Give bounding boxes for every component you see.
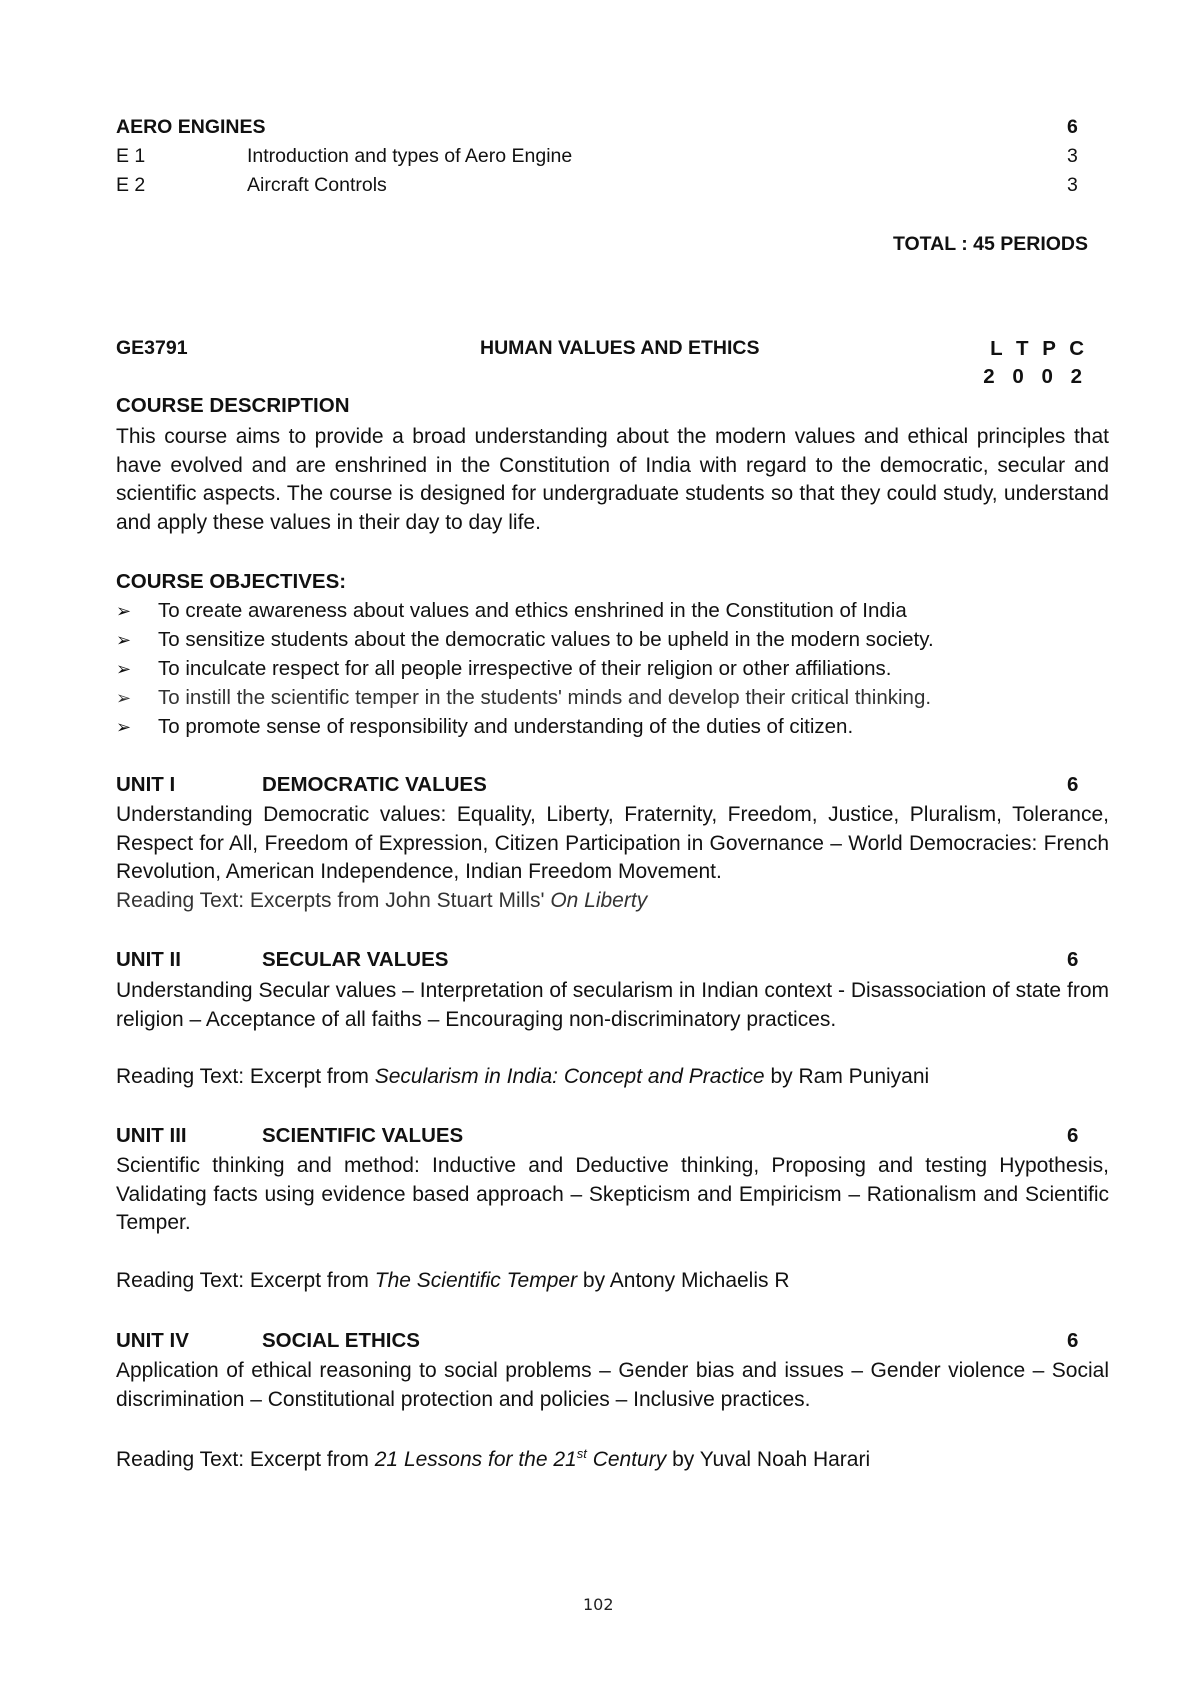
course-code: GE3791 — [116, 337, 188, 359]
list-item — [116, 715, 853, 739]
aero-row-code: E 1 — [116, 145, 146, 167]
unit-description: Understanding Secular values – Interpretation of secularism in Indian context - Disassociation of state from religion – Acceptance of all faiths – Encouraging non-discriminatory practices. — [116, 979, 1109, 1031]
course-description-text: This course aims to provide a broad understanding about the modern values and ethical principles that have evolved and are enshrined in the Constitution of India with regard to the democratic, secular and scientific aspects. The course is designed for undergraduate students so that they could study, understand and apply these values in their day to day life. — [116, 425, 1109, 534]
unit-label: UNIT I — [116, 773, 176, 796]
ltpc-label: L T P C — [990, 337, 1088, 360]
unit-description: Scientific thinking and method: Inductive and Deductive thinking, Proposing and testing Hypothesis, Validating facts using evidence based approach – Skepticism and Empiricism – Rationalism and Scientific Temper. — [116, 1154, 1109, 1234]
reading-title: Secularism in India: Concept and Practice — [374, 1065, 765, 1088]
reading-suffix: by Ram Puniyani — [770, 1065, 930, 1088]
unit-label: UNIT III — [116, 1124, 187, 1147]
unit-title: DEMOCRATIC VALUES — [262, 773, 487, 796]
unit-label: UNIT II — [116, 948, 181, 971]
reading-prefix: Reading Text: Excerpts from John Stuart Mills' — [116, 889, 545, 912]
aero-row-code: E 2 — [116, 174, 146, 196]
objective-text: To create awareness about values and ethics enshrined in the Constitution of India — [158, 599, 907, 622]
course-title: HUMAN VALUES AND ETHICS — [480, 337, 760, 359]
objective-text: To instill the scientific temper in the students' minds and develop their critical thinking. — [158, 686, 932, 709]
reading-suffix: by Antony Michaelis R — [582, 1269, 790, 1292]
arrow-bullet-icon: ➢ — [116, 688, 132, 708]
reading-text — [116, 1269, 790, 1293]
reading-suffix: by Yuval Noah Harari — [672, 1448, 871, 1471]
reading-title: The Scientific Temper — [374, 1269, 578, 1292]
unit-description: Application of ethical reasoning to social problems – Gender bias and issues – Gender violence – Social discrimination – Constitutional protection and policies – Inclusive practices. — [116, 1359, 1109, 1411]
reading-title-superscript: st — [576, 1446, 587, 1461]
aero-engines-title: AERO ENGINES — [116, 116, 266, 138]
aero-row-topic: Introduction and types of Aero Engine — [247, 145, 573, 167]
aero-row-topic: Aircraft Controls — [247, 174, 387, 196]
reading-prefix: Reading Text: Excerpt from — [116, 1448, 369, 1471]
arrow-bullet-icon: ➢ — [116, 601, 132, 621]
reading-text — [116, 1446, 870, 1472]
list-item — [116, 657, 891, 681]
page-number: 102 — [583, 1595, 614, 1614]
unit-hours: 6 — [1067, 1329, 1079, 1352]
reading-title — [375, 1448, 666, 1471]
unit-title: SOCIAL ETHICS — [262, 1329, 420, 1352]
unit-hours: 6 — [1067, 773, 1079, 796]
objective-text: To promote sense of responsibility and understanding of the duties of citizen. — [158, 715, 854, 738]
reading-prefix: Reading Text: Excerpt from — [116, 1269, 369, 1292]
reading-title-part: 21 Lessons for the 21 — [374, 1448, 577, 1471]
unit-title: SECULAR VALUES — [262, 948, 449, 971]
objective-text: To inculcate respect for all people irrespective of their religion or other affiliations. — [158, 657, 892, 680]
reading-text — [116, 1065, 929, 1089]
arrow-bullet-icon: ➢ — [116, 717, 132, 737]
aero-engines-hours: 6 — [1067, 116, 1078, 138]
course-objectives-heading: COURSE OBJECTIVES: — [116, 570, 347, 593]
reading-title: On Liberty — [550, 889, 648, 912]
arrow-bullet-icon: ➢ — [116, 630, 132, 650]
course-description-heading: COURSE DESCRIPTION — [116, 394, 350, 417]
reading-prefix: Reading Text: Excerpt from — [116, 1065, 369, 1088]
objective-text: To sensitize students about the democratic values to be upheld in the modern society. — [158, 628, 934, 651]
ltpc-values: 2 0 0 2 — [983, 365, 1088, 388]
reading-text — [116, 889, 647, 913]
total-periods: TOTAL : 45 PERIODS — [892, 233, 1088, 255]
unit-description: Understanding Democratic values: Equality, Liberty, Fraternity, Freedom, Justice, Pluralism, Tolerance, Respect for All, Freedom of Expression, Citizen Participation in Governance – World Democracies: French Revolution, American Independence, Indian Freedom Movement. — [116, 803, 1109, 883]
list-item — [116, 599, 907, 623]
unit-title: SCIENTIFIC VALUES — [262, 1124, 464, 1147]
unit-hours: 6 — [1067, 1124, 1079, 1147]
arrow-bullet-icon: ➢ — [116, 659, 132, 679]
reading-title-end: Century — [592, 1448, 667, 1471]
list-item — [116, 686, 931, 710]
unit-label: UNIT IV — [116, 1329, 189, 1352]
aero-row-hours: 3 — [1067, 174, 1078, 196]
list-item — [116, 628, 934, 652]
aero-row-hours: 3 — [1067, 145, 1078, 167]
unit-hours: 6 — [1067, 948, 1079, 971]
